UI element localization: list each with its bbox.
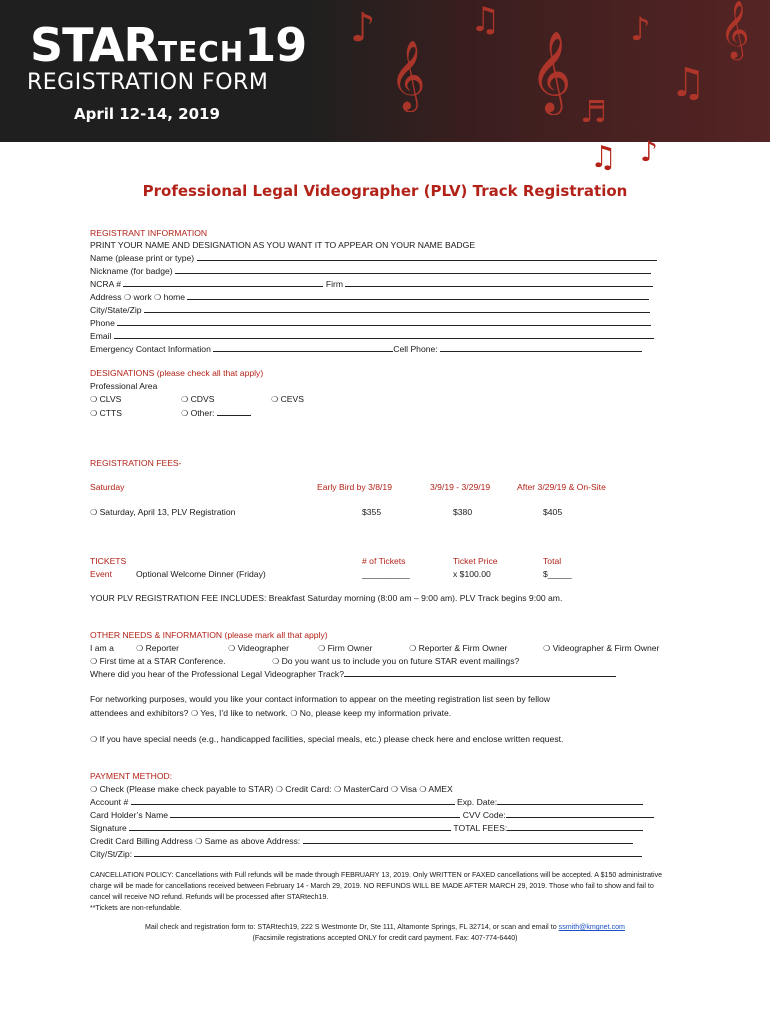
other-option[interactable]: ❍ Other: [181,408,251,419]
firm-field[interactable] [345,286,653,287]
fees-col-mid: 3/9/19 - 3/29/19 [430,482,491,492]
special-needs-checkbox[interactable]: ❍ [90,735,98,744]
cdvs-option[interactable]: ❍ CDVS [181,394,215,404]
cdvs-checkbox[interactable]: ❍ [181,395,189,404]
mailings-checkbox[interactable]: ❍ [272,657,280,666]
first-time-option[interactable]: ❍ First time at a STAR Conference. [90,656,226,666]
music-notes-decoration: ♪ 𝄞 ♫ 𝄞 ♪ ♫ 𝄞 ♬ [350,0,750,130]
registrant-instruction: PRINT YOUR NAME AND DESIGNATION AS YOU WANT IT TO APPEAR ON YOUR NAME BADGE [90,240,476,250]
amex-checkbox[interactable]: ❍ [419,785,427,794]
signature-row: Signature TOTAL FEES: [90,823,643,834]
fax-note: (Facsimile registrations accepted ONLY for credit card payment. Fax: 407-774-6440) [252,934,518,942]
reporter-checkbox[interactable]: ❍ [136,644,144,653]
videographer-option[interactable]: ❍ Videographer [228,643,290,653]
hear-field[interactable] [344,676,616,677]
total-fees-field[interactable] [507,830,643,831]
includes-note: YOUR PLV REGISTRATION FEE INCLUDES: Breakfast Saturday morning (8:00 am – 9:00 am). PLV Track begins 9:00 am. [90,593,563,603]
fees-heading: REGISTRATION FEES- [90,458,182,468]
fees-col-early: Early Bird by 3/8/19 [317,482,392,492]
cevs-option[interactable]: ❍ CEVS [271,394,304,404]
first-time-checkbox[interactable]: ❍ [90,657,98,666]
work-checkbox[interactable]: ❍ [123,293,132,302]
billing-city-field[interactable] [134,856,642,857]
event-date: April 12-14, 2019 [74,105,220,123]
cancellation-line-1: CANCELLATION POLICY: Cancellations with Full refunds will be made through FEBRUARY 13, 2019. Only WRITTEN or FAXED cancellations will be accepted. A $150 administrative [90,871,663,879]
home-checkbox[interactable]: ❍ [154,293,162,302]
holder-row: Card Holder’s Name CVV Code: [90,810,654,821]
videographer-checkbox[interactable]: ❍ [228,644,236,653]
exp-date-field[interactable] [497,804,643,805]
cell-phone-field[interactable] [440,351,642,352]
same-address-checkbox[interactable]: ❍ [195,837,203,846]
cevs-checkbox[interactable]: ❍ [271,395,279,404]
phone-field[interactable] [117,325,651,326]
cancellation-line-4: **Tickets are non-refundable. [90,904,182,912]
ncra-field[interactable] [123,286,323,287]
other-field[interactable] [217,415,251,416]
professional-area-label: Professional Area [90,381,158,391]
special-needs-option[interactable]: ❍ If you have special needs (e.g., handicapped facilities, special meals, etc.) please check here and enclose written request. [90,734,564,744]
reporter-firm-option[interactable]: ❍ Reporter & Firm Owner [409,643,508,653]
designations-heading: DESIGNATIONS (please check all that apply) [90,368,264,378]
credit-card-checkbox[interactable]: ❍ [275,785,283,794]
email-row: Email [90,331,654,342]
mail-instructions: Mail check and registration form to: STARtech19, 222 S Westmonte Dr, Ste 111, Altamonte Springs, FL 32714, or scan and email to ssmith@kmgnet.com [145,923,625,931]
tickets-total-field[interactable]: $_____ [543,569,572,579]
logo-startech: STARTECH19 [30,18,307,72]
price-late: $405 [543,507,563,517]
emergency-row: Emergency Contact Information Cell Phone: [90,344,642,355]
nickname-row: Nickname (for badge) [90,266,651,277]
firm-owner-option[interactable]: ❍ Firm Owner [318,643,373,653]
tickets-price-label: Ticket Price [453,556,498,566]
reporter-option[interactable]: ❍ Reporter [136,643,179,653]
billing-row: Credit Card Billing Address ❍ Same as above Address: [90,836,633,847]
tickets-count-field[interactable]: __________ [362,569,410,579]
other-checkbox[interactable]: ❍ [181,409,189,418]
address-row: Address ❍ work ❍ home [90,292,649,303]
phone-row: Phone [90,318,651,329]
account-row: Account # Exp. Date: [90,797,643,808]
firm-owner-checkbox[interactable]: ❍ [318,644,326,653]
i-am-label: I am a [90,643,114,653]
fees-day-label: Saturday [90,482,125,492]
tickets-count-label: # of Tickets [362,556,406,566]
other-needs-heading: OTHER NEEDS & INFORMATION (please mark all that apply) [90,630,328,640]
email-field[interactable] [114,338,654,339]
address-field[interactable] [187,299,649,300]
fees-item[interactable]: ❍ Saturday, April 13, PLV Registration [90,507,236,517]
networking-no-checkbox[interactable]: ❍ [290,709,298,718]
fees-col-late: After 3/29/19 & On-Site [517,482,606,492]
ctts-checkbox[interactable]: ❍ [90,409,98,418]
price-mid: $380 [453,507,473,517]
account-field[interactable] [131,804,455,805]
nickname-field[interactable] [175,273,651,274]
billing-city-row: City/St/Zip: [90,849,642,860]
email-link[interactable]: ssmith@kmgnet.com [558,923,625,931]
page-title: Professional Legal Videographer (PLV) Track Registration [142,182,628,200]
tickets-total-label: Total [543,556,562,566]
payment-heading: PAYMENT METHOD: [90,771,173,781]
registrant-heading: REGISTRANT INFORMATION [90,228,208,238]
ctts-option[interactable]: ❍ CTTS [90,408,122,418]
music-note-icon: ♫ [590,140,617,175]
price-early: $355 [362,507,382,517]
holder-field[interactable] [170,817,460,818]
cancellation-line-3: cancel will receive NO refund. Refunds will be processed after STARtech19. [90,893,329,901]
videographer-firm-checkbox[interactable]: ❍ [543,644,551,653]
ncra-row: NCRA # Firm [90,279,653,290]
payment-options: ❍ Check (Please make check payable to STAR) ❍ Credit Card: ❍ MasterCard ❍ Visa ❍ AMEX [90,784,453,794]
tickets-price-value: x $100.00 [453,569,491,579]
cancellation-line-2: charge will be made for cancellations received between February 14 - March 29, 2019. NO REFUNDS WILL BE MADE AFTER MARCH 29, 2019. Those who fail to show and fail to [90,882,654,890]
logo-registration-form: REGISTRATION FORM [27,70,269,95]
videographer-firm-option[interactable]: ❍ Videographer & Firm Owner [543,643,660,653]
emergency-field[interactable] [213,351,393,352]
reporter-firm-checkbox[interactable]: ❍ [409,644,417,653]
city-field[interactable] [144,312,650,313]
saturday-checkbox[interactable]: ❍ [90,508,98,517]
networking-row: attendees and exhibitors? ❍ Yes, I’d like to network. ❍ No, please keep my information private. [90,708,452,718]
header-banner [0,0,770,142]
networking-question: For networking purposes, would you like your contact information to appear on the meeting registration list seen by fellow [90,694,551,704]
cvv-field[interactable] [506,817,654,818]
music-note-icon: ♪ [640,135,658,168]
tickets-event-label: Event [90,569,112,579]
clvs-checkbox[interactable]: ❍ [90,395,98,404]
check-checkbox[interactable]: ❍ [90,785,98,794]
tickets-heading: TICKETS [90,556,127,566]
hear-row: Where did you hear of the Professional Legal Videographer Track? [90,669,616,680]
billing-field[interactable] [303,843,633,844]
mastercard-checkbox[interactable]: ❍ [333,785,342,794]
name-field[interactable] [197,260,657,261]
clvs-option[interactable]: ❍ CLVS [90,394,122,404]
visa-checkbox[interactable]: ❍ [390,785,398,794]
signature-field[interactable] [129,830,451,831]
city-row: City/State/Zip [90,305,650,316]
networking-yes-checkbox[interactable]: ❍ [190,709,198,718]
name-row: Name (please print or type) [90,253,657,264]
tickets-event-name: Optional Welcome Dinner (Friday) [136,569,266,579]
mailings-option[interactable]: ❍ Do you want us to include you on future STAR event mailings? [272,656,520,666]
